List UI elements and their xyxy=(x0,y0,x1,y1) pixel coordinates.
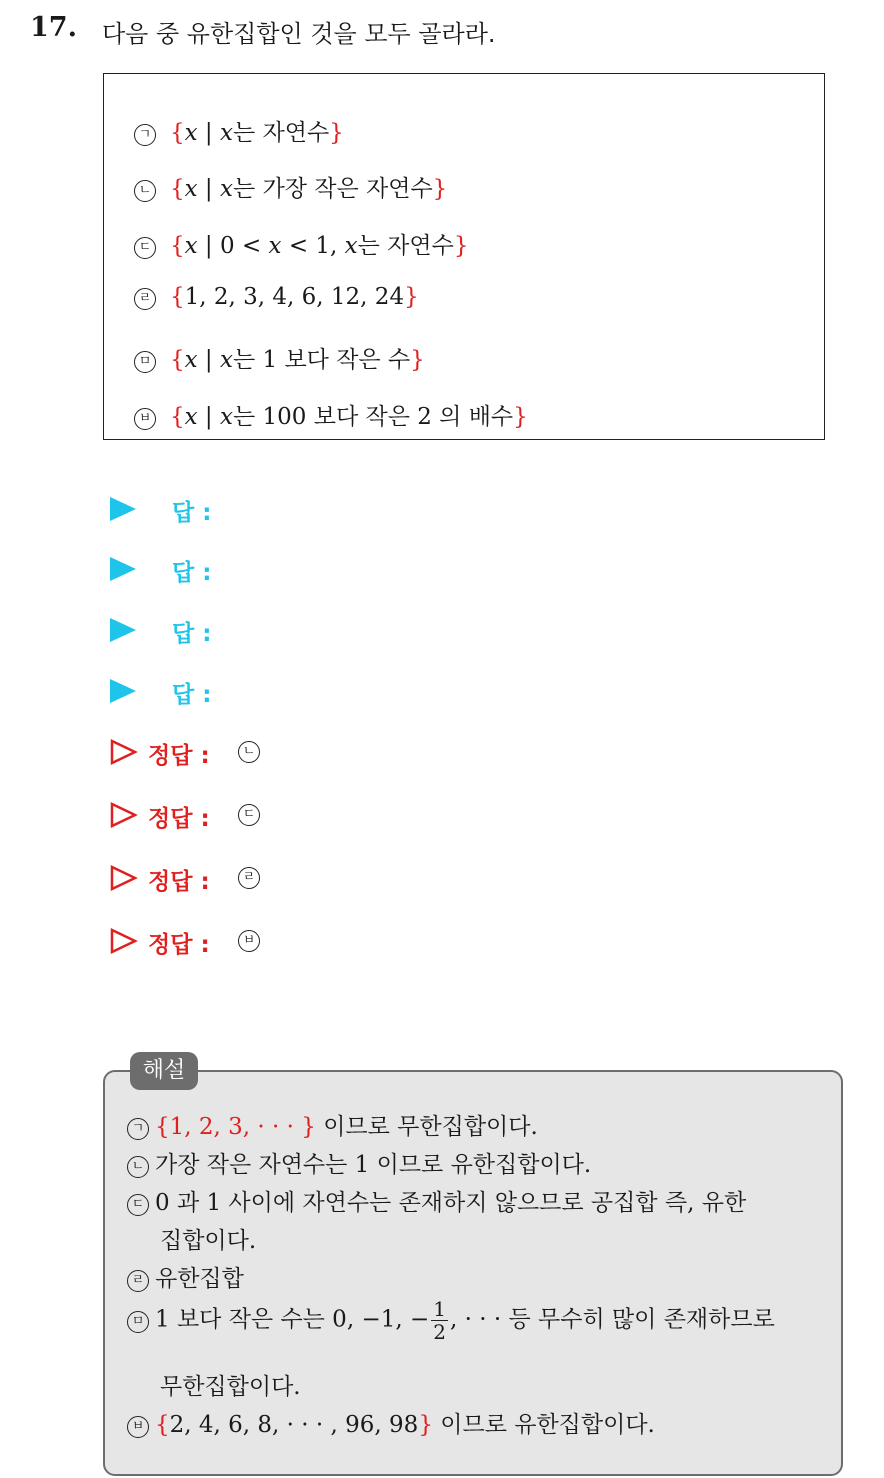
correct-value: ㄹ xyxy=(238,867,260,889)
solution-line-e-cont: 무한집합이다. xyxy=(160,1374,301,1400)
solution-line-e: ㅁ 1 보다 작은 수는 0, −1, − $\frac{1}{2}$ , · · · 등 무수히 많이 존재하므로 xyxy=(127,1298,775,1343)
solution-line-a: ㄱ {1, 2, 3, · · · } 이므로 무한집합이다. xyxy=(127,1108,538,1141)
outline-triangle-icon xyxy=(110,739,138,765)
play-arrow-icon xyxy=(110,557,136,581)
answer-label: 답 : xyxy=(172,500,212,526)
correct-value: ㄴ xyxy=(238,741,260,763)
play-arrow-icon xyxy=(110,618,136,642)
play-arrow-icon xyxy=(110,679,136,703)
marker-a: ㄱ xyxy=(134,124,156,146)
option-a: ㄱ {x | x는 자연수} xyxy=(134,114,344,147)
answer-label: 답 : xyxy=(172,560,212,586)
marker-e: ㅁ xyxy=(134,351,156,373)
solution-line-d: ㄹ 유한집합 xyxy=(127,1260,244,1293)
answer-label: 답 : xyxy=(172,682,212,708)
marker-b: ㄴ xyxy=(134,180,156,202)
solution-line-c-cont: 집합이다. xyxy=(160,1228,257,1254)
outline-triangle-icon xyxy=(110,928,138,954)
fraction: $\frac{1}{2}$ xyxy=(433,1297,446,1344)
correct-label: 정답 : xyxy=(148,932,210,958)
answer-label: 답 : xyxy=(172,621,212,647)
play-arrow-icon xyxy=(110,497,136,521)
solution-line-c: ㄷ 0 과 1 사이에 자연수는 존재하지 않으므로 공집합 즉, 유한 xyxy=(127,1184,746,1217)
marker-c: ㄷ xyxy=(134,237,156,259)
solution-box xyxy=(103,1070,843,1476)
option-d: ㄹ {1, 2, 3, 4, 6, 12, 24} xyxy=(134,284,419,310)
outline-triangle-icon xyxy=(110,802,138,828)
correct-value: ㄷ xyxy=(238,804,260,826)
outline-triangle-icon xyxy=(110,865,138,891)
solution-label: 해설 xyxy=(130,1052,198,1090)
question-text: 다음 중 유한집합인 것을 모두 골라라. xyxy=(102,20,496,48)
option-b: ㄴ {x | x는 가장 작은 자연수} xyxy=(134,170,447,203)
correct-label: 정답 : xyxy=(148,869,210,895)
option-c: ㄷ {x | 0 < x < 1, x는 자연수} xyxy=(134,227,468,260)
marker-f: ㅂ xyxy=(134,408,156,430)
marker-d: ㄹ xyxy=(134,288,156,310)
correct-label: 정답 : xyxy=(148,743,210,769)
options-box xyxy=(103,73,825,440)
correct-label: 정답 : xyxy=(148,806,210,832)
question-number: 17. xyxy=(30,12,77,43)
option-f: ㅂ {x | x는 100 보다 작은 2 의 배수} xyxy=(134,398,528,431)
solution-line-b: ㄴ 가장 작은 자연수는 1 이므로 유한집합이다. xyxy=(127,1146,591,1179)
solution-line-f: ㅂ {2, 4, 6, 8, · · · , 96, 98} 이므로 유한집합이다. xyxy=(127,1406,655,1439)
correct-value: ㅂ xyxy=(238,930,260,952)
option-e: ㅁ {x | x는 1 보다 작은 수} xyxy=(134,341,425,374)
